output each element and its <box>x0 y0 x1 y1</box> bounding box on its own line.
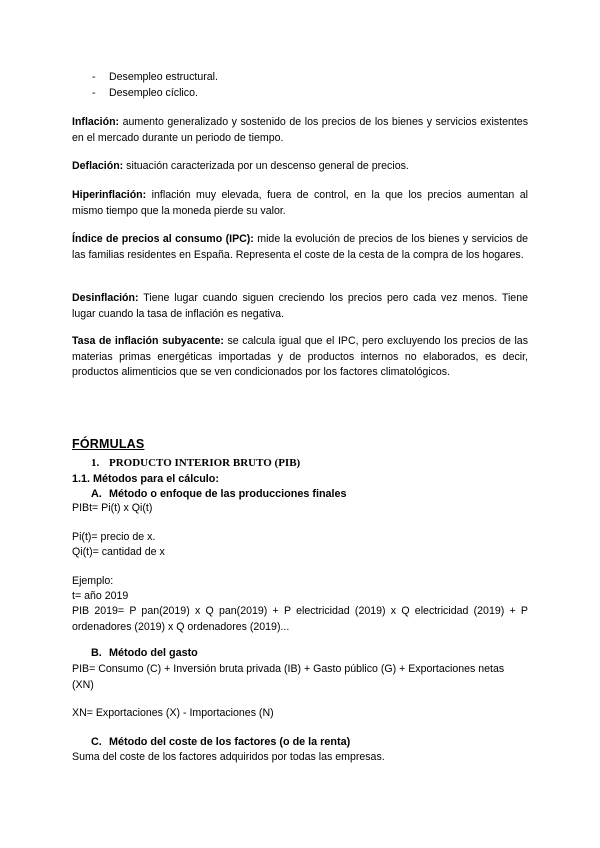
subheading-method-c <box>91 736 350 748</box>
definition-text: aumento generalizado y sostenido de los precios de los bienes y servicios existentes en el mercado durante un periodo de tiempo. <box>72 116 528 144</box>
formula-pib-gasto: PIB= Consumo (C) + Inversión bruta privada (IB) + Gasto público (G) + Exportaciones netas (XN) <box>72 663 505 691</box>
definition-inflacion <box>72 115 528 146</box>
definition-pi: Pi(t)= precio de x. <box>72 531 156 543</box>
formula-xn: XN= Exportaciones (X) - Importaciones (N) <box>72 707 274 719</box>
method-title: Método del coste de los factores (o de la renta) <box>109 736 351 748</box>
definition-text: mide la evolución de precios de los bienes y servicios de las familias residentes en España. Representa el coste de la cesta de la compra de los hogares. <box>72 233 528 261</box>
definition-term: Índice de precios al consumo (IPC): <box>72 233 254 245</box>
example-label: Ejemplo: <box>72 575 114 587</box>
section-heading-formulas: FÓRMULAS <box>72 437 145 451</box>
subheading-method-b <box>91 647 198 659</box>
definition-ipc <box>72 232 528 263</box>
definition-term: Hiperinflación: <box>72 189 147 201</box>
definition-text: inflación muy elevada, fuera de control, en la que los precios aumentan al mismo tiempo que la moneda pierde su valor. <box>72 189 528 217</box>
example-formula: PIB 2019= P pan(2019) x Q pan(2019) + P electricidad (2019) x Q electricidad (2019) + P ordenadores (2019) x Q ordenadores (2019)... <box>72 605 528 633</box>
formula-pibt: PIBt= Pi(t) x Qi(t) <box>72 502 153 514</box>
definition-text: situación caracterizada por un descenso general de precios. <box>123 160 409 172</box>
bullet-marker: - <box>92 71 96 83</box>
bullet-marker: - <box>92 87 96 99</box>
definition-term: Tasa de inflación subyacente: <box>72 335 224 347</box>
method-title: Método del gasto <box>109 647 198 659</box>
method-letter: A. <box>91 488 102 500</box>
list-item-text: Desempleo estructural. <box>109 71 218 83</box>
method-letter: B. <box>91 647 102 659</box>
method-letter: C. <box>91 736 102 748</box>
method-c-text: Suma del coste de los factores adquiridos por todas las empresas. <box>72 751 385 763</box>
definition-qi: Qi(t)= cantidad de x <box>72 546 165 558</box>
heading-number: 1. <box>91 457 100 469</box>
subheading-metodos: 1.1. Métodos para el cálculo: <box>72 473 220 485</box>
definition-hiperinflacion <box>72 188 528 219</box>
definition-term: Deflación: <box>72 160 124 172</box>
method-title: Método o enfoque de las producciones finales <box>109 488 347 500</box>
definition-tasa-subyacente <box>72 334 528 381</box>
heading-pib <box>91 457 300 469</box>
definition-text: Tiene lugar cuando siguen creciendo los precios pero cada vez menos. Tiene lugar cuando la tasa de inflación es negativa. <box>72 292 528 320</box>
definition-desinflacion <box>72 291 528 322</box>
definition-term: Inflación: <box>72 116 120 128</box>
subheading-method-a <box>91 488 347 500</box>
definition-term: Desinflación: <box>72 292 139 304</box>
definition-deflacion <box>72 159 528 175</box>
heading-text: PRODUCTO INTERIOR BRUTO (PIB) <box>109 457 301 469</box>
example-t: t= año 2019 <box>72 590 129 602</box>
list-item-text: Desempleo cíclico. <box>109 87 198 99</box>
definition-text: se calcula igual que el IPC, pero excluyendo los precios de las materias primas energéticas importadas y de productos internos no elaborados, es decir, productos alimenticios que se ven condicionados por los factores climatológicos. <box>72 335 528 378</box>
